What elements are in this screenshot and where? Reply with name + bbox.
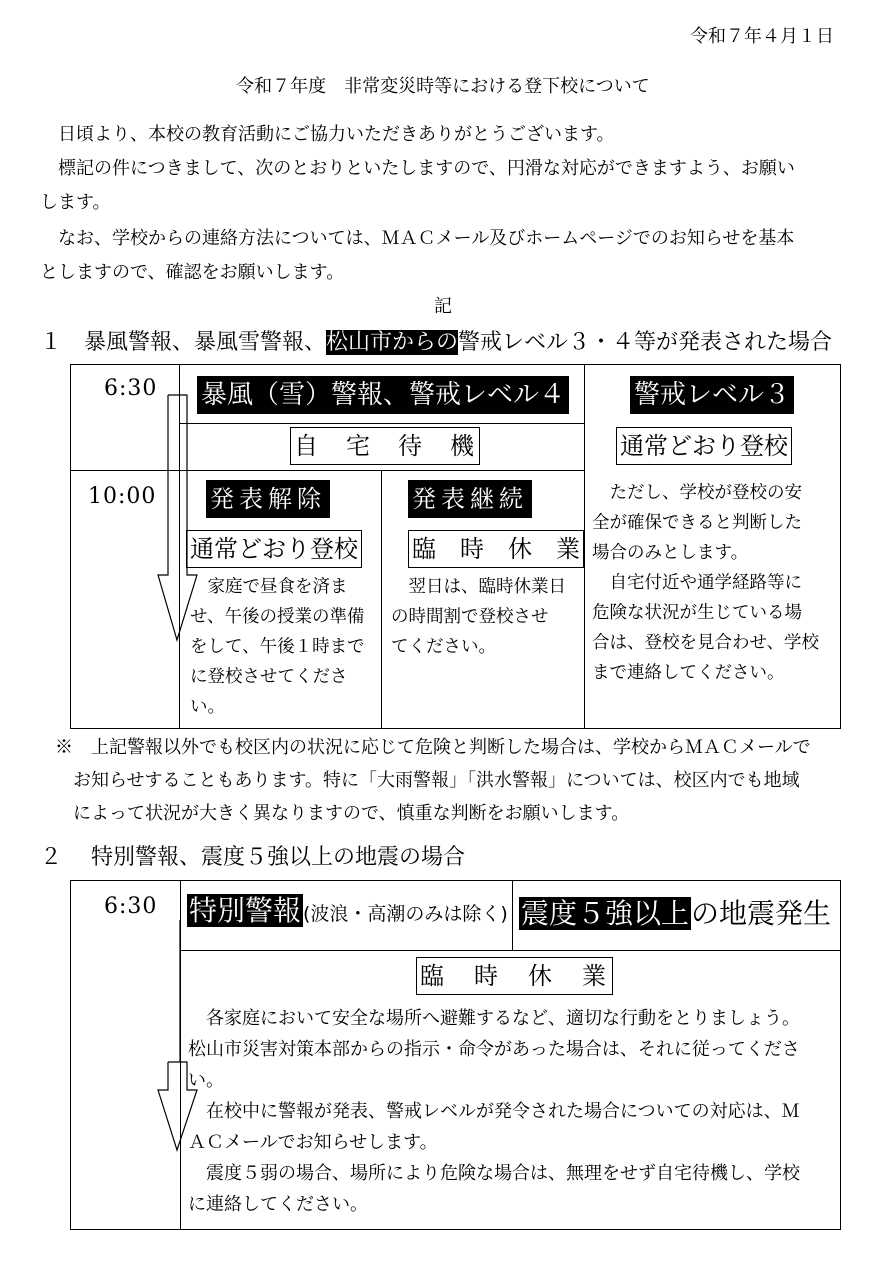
level3-label: 警戒レベル３ xyxy=(630,376,794,414)
level4-label: 暴風（雪）警報、警戒レベル４ xyxy=(197,376,569,414)
note-line-1: ※ 上記警報以外でも校区内の状況に応じて危険と判断した場合は、学校からＭＡＣメールで xyxy=(55,737,811,758)
section2-text: 各家庭において安全な場所へ避難するなど、適切な行動をとりましょう。 松山市災害対策本部からの指示・命令があった場合は、それに従ってくださ い。 在校中に警報が発表、警戒レベルが発令された場合についての対応は、Ｍ ＡＣメールでお知らせします。 震度５弱の場合、場所により危険な場合は、無理をせず自宅待機し、学校 に連絡してください。 xyxy=(188,1008,800,1215)
intro-line-1: 日頃より、本校の教育活動にご協力いただきありがとうございます。 xyxy=(58,124,615,145)
tsujo-toko-left-box: 通常どおり登校 xyxy=(186,530,362,568)
tokubetsu-note: (波浪・高潮のみは除く) xyxy=(303,903,508,925)
section2-heading: ２ 特別警報、震度５強以上の地震の場合 xyxy=(40,845,465,870)
shindo-post: の地震発生 xyxy=(691,897,832,930)
tokubetsu-keiho-label: 特別警報 xyxy=(189,894,302,927)
intro-line-3: します。 xyxy=(40,192,111,213)
ki-mark: 記 xyxy=(434,296,452,317)
kaijo-text: 家庭で昼食を済ま せ、午後の授業の準備 をして、午後１時まで に登校させてくださ い。 xyxy=(190,577,365,717)
time-1000: 10:00 xyxy=(88,484,157,509)
intro-line-5: としますので、確認をお願いします。 xyxy=(40,262,345,283)
level3-text: ただし、学校が登校の安 全が確保できると判断した 場合のみとします。 自宅付近や通学経路等に 危険な状況が生じている場 合は、登校を見合わせ、学校 まで連絡してください。 xyxy=(592,483,819,683)
shindo-label xyxy=(519,892,831,933)
note-line-2: お知らせすることもあります。特に「大雨警報」「洪水警報」については、校区内でも地域 xyxy=(55,770,800,791)
document-date: 令和７年４月１日 xyxy=(690,26,834,47)
shindo-highlight: 震度５強以上 xyxy=(521,897,690,930)
intro-line-4: なお、学校からの連絡方法については、ＭＡＣメール及びホームページでのお知らせを基本 xyxy=(58,228,795,249)
document-title: 令和７年度 非常変災時等における登下校について xyxy=(236,76,650,97)
keizoku-label: 発表継続 xyxy=(408,480,532,518)
section1-heading: １ 暴風警報、暴風雪警報、松山市からの警戒レベル３・４等が発表された場合 xyxy=(40,330,833,355)
tokubetsu-keiho xyxy=(187,892,508,930)
time-630-s2: 6:30 xyxy=(104,894,158,919)
kaijo-label: 発表解除 xyxy=(206,480,330,518)
jitaku-taiki-box: 自 宅 待 機 xyxy=(290,427,480,465)
time-630: 6:30 xyxy=(104,376,158,401)
matsuyama-highlight: 松山市からの xyxy=(326,330,459,355)
tsujo-toko-right-box: 通常どおり登校 xyxy=(616,427,792,465)
rinji-kyugyo-box-s2: 臨 時 休 業 xyxy=(416,957,613,995)
intro-line-2: 標記の件につきまして、次のとおりといたしますので、円滑な対応ができますよう、お願い xyxy=(58,158,795,179)
note-line-3: によって状況が大きく異なりますので、慎重な判断をお願いします。 xyxy=(55,803,630,824)
keizoku-text: 翌日は、臨時休業日 の時間割で登校させ てください。 xyxy=(391,577,566,657)
rinji-kyugyo-box: 臨 時 休 業 xyxy=(408,530,584,568)
